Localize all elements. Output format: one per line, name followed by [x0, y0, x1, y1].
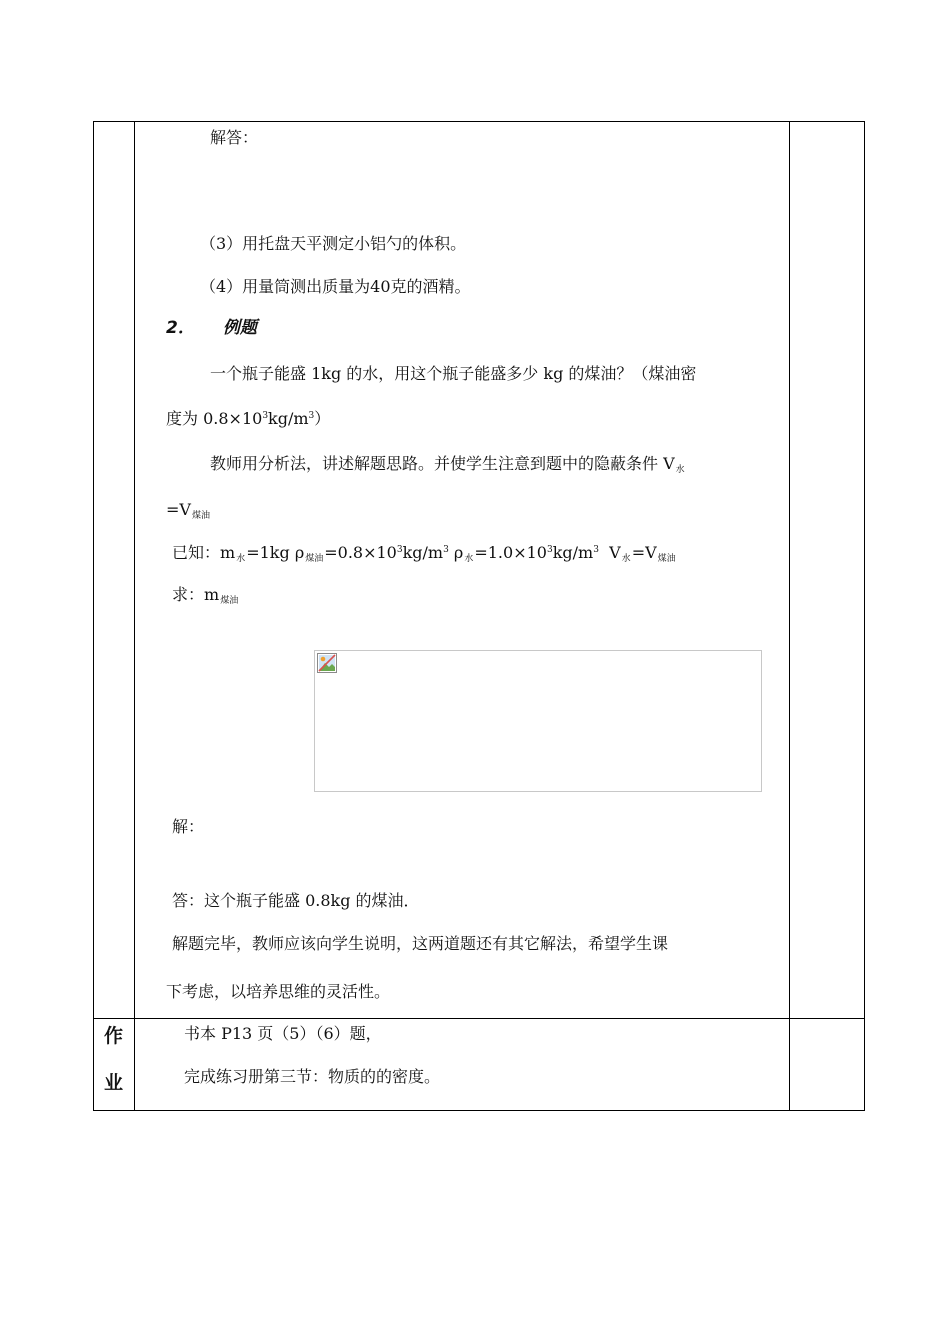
section-number: 2． [166, 318, 195, 338]
table-bottom-border [93, 1110, 865, 1111]
homework-side-label-2: 业 [104, 1072, 124, 1094]
item-3: （3）用托盘天平测定小铝勺的体积。 [200, 234, 467, 253]
homework-line-2: 完成练习册第三节：物质的的密度。 [184, 1067, 441, 1086]
teacher-line-2: =V煤油 [166, 500, 210, 521]
solve-label: 解： [172, 817, 205, 836]
known-line: 已知：m水=1kg ρ煤油$=0.8\times 10^3kg/m^3$ ρ水$=1.0\times 10^3kg/m^3$ V水=V煤油 [172, 543, 676, 564]
table-right-border [864, 121, 865, 1111]
homework-side-label-1: 作 [104, 1025, 124, 1047]
broken-image-icon [317, 653, 337, 673]
problem-line-2: 度为 $0.8\times 10^3kg/m^3$） [166, 409, 331, 428]
table-top-border [93, 121, 865, 122]
section-heading [166, 318, 257, 338]
item-4: （4）用量筒测出质量为40克的酒精。 [200, 277, 471, 296]
closing-line-2: 下考虑，以培养思维的灵活性。 [166, 982, 391, 1001]
closing-line-1: 解题完毕，教师应该向学生说明，这两道题还有其它解法，希望学生课 [172, 934, 669, 953]
section-title: 例题 [222, 318, 257, 338]
column-divider-2 [789, 121, 790, 1111]
column-divider-1 [134, 121, 135, 1111]
broken-image-placeholder [314, 650, 762, 792]
answer-text: 答：这个瓶子能盛 0.8kg 的煤油． [172, 891, 420, 910]
teacher-line-1: 教师用分析法，讲述解题思路。并使学生注意到题中的隐蔽条件 V水 [210, 454, 685, 475]
table-left-border [93, 121, 94, 1111]
find-line: 求：m煤油 [172, 585, 239, 606]
homework-line-1: 书本 P13 页（5）（6）题， [184, 1024, 382, 1043]
answer-label: 解答： [210, 128, 259, 147]
row-divider [93, 1018, 865, 1019]
problem-line-1: 一个瓶子能盛 1kg 的水，用这个瓶子能盛多少 kg 的煤油？（煤油密 [210, 364, 697, 383]
